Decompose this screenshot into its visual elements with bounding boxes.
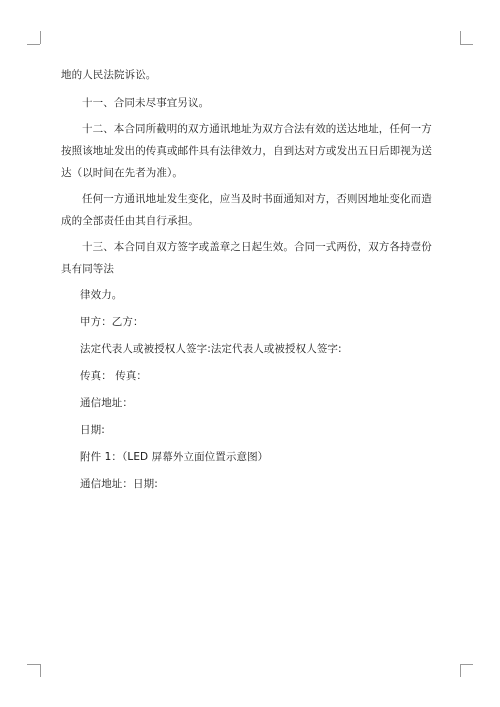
line-fax: 传真： 传真： [80,370,148,382]
paragraph-clause-13: 十三、本合同自双方签字或盖章之日起生效。合同一式两份，双方各持壹份具有同等法 [61,241,432,275]
paragraph-lawsuit-court: 地的人民法院诉讼。 [61,69,157,81]
document-body [61,64,441,500]
line-signatures: 法定代表人或被授权人签字:法定代表人或被授权人签字: [80,343,342,355]
line-legal-effect: 律效力。 [80,289,123,301]
paragraph-clause-12: 十二、本合同所截明的双方通讯地址为双方合法有效的送达地址，任何一方按照该地址发出的传真或邮件具有法律效力，自到达对方或发出五日后即视为送达（以时间在先者为准）。 [61,123,432,179]
line-address: 通信地址： [80,397,133,409]
line-party-a-b: 甲方：乙方： [80,316,144,328]
paragraph-clause-11: 十一、合同未尽事宜另议。 [82,97,210,109]
line-date: 日期: [80,424,105,436]
line-address-date: 通信地址：日期: [80,478,158,490]
line-attachment-1: 附件 1：（LED 屏幕外立面位置示意图） [80,451,269,463]
paragraph-address-change: 任何一方通讯地址发生变化，应当及时书面通知对方，否则因地址变化而造成的全部责任由其自行承担。 [61,193,432,227]
